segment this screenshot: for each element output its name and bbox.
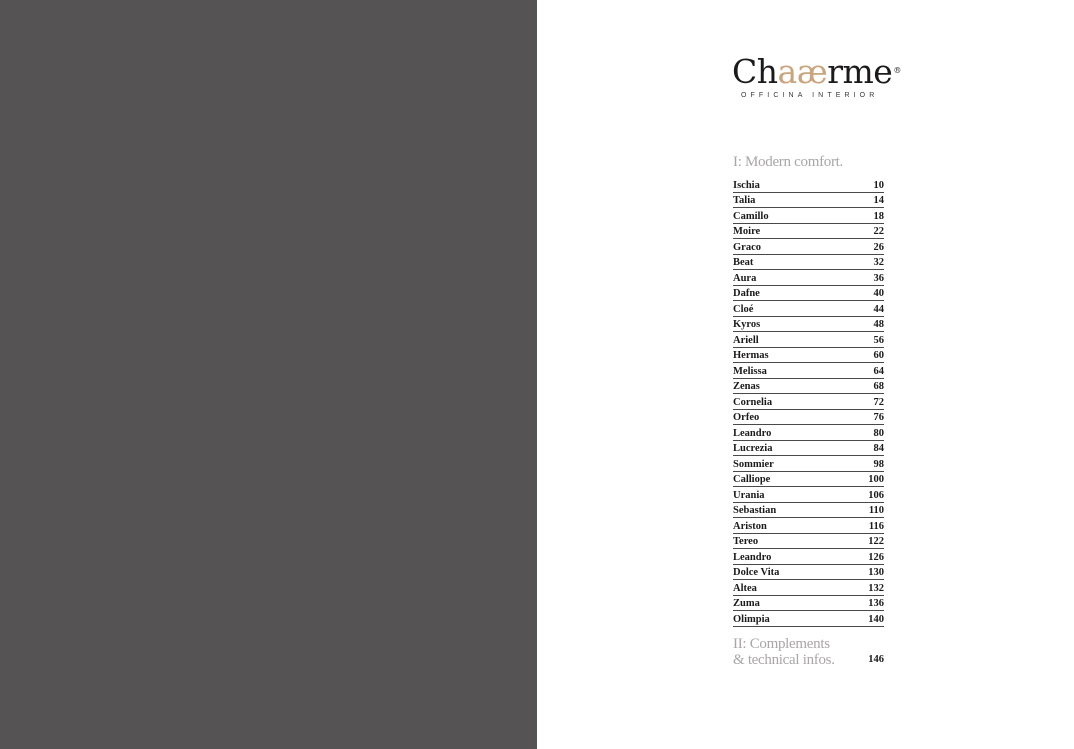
table-of-contents <box>733 177 884 627</box>
toc-entry[interactable] <box>733 332 884 348</box>
toc-entry-name: Leandro <box>733 551 772 563</box>
section-2-heading <box>733 636 835 668</box>
toc-entry-page: 10 <box>873 179 884 191</box>
toc-entry-name: Camillo <box>733 210 769 222</box>
toc-entry-page: 64 <box>873 365 884 377</box>
toc-entry[interactable] <box>733 549 884 565</box>
toc-entry[interactable] <box>733 270 884 286</box>
toc-entry[interactable] <box>733 239 884 255</box>
toc-entry[interactable] <box>733 177 884 193</box>
toc-entry-page: 130 <box>868 567 884 578</box>
toc-entry-name: Olimpia <box>733 613 770 625</box>
toc-entry[interactable] <box>733 596 884 612</box>
logo-tagline: OFFICINA INTERIOR <box>741 92 879 99</box>
toc-entry[interactable] <box>733 441 884 457</box>
toc-entry-name: Lucrezia <box>733 443 773 454</box>
toc-entry-page: 26 <box>873 241 884 253</box>
toc-entry-name: Beat <box>733 257 754 268</box>
toc-entry-name: Hermas <box>733 350 769 361</box>
toc-entry-page: 68 <box>873 381 884 392</box>
toc-entry-page: 48 <box>873 319 884 330</box>
section-2-heading-line1: II: Complements <box>733 636 830 652</box>
toc-entry[interactable] <box>733 379 884 395</box>
toc-entry[interactable] <box>733 503 884 519</box>
toc-entry-name: Ischia <box>733 179 760 191</box>
toc-entry-name: Dolce Vita <box>733 567 780 578</box>
toc-entry[interactable] <box>733 425 884 441</box>
toc-entry-name: Talia <box>733 195 756 206</box>
toc-entry-page: 56 <box>873 334 884 346</box>
toc-entry[interactable] <box>733 565 884 581</box>
toc-entry-name: Zenas <box>733 381 760 392</box>
toc-entry[interactable] <box>733 534 884 550</box>
toc-entry-page: 84 <box>873 443 884 454</box>
toc-entry-name: Sommier <box>733 458 774 470</box>
toc-entry[interactable] <box>733 518 884 534</box>
toc-entry-name: Ariell <box>733 334 759 346</box>
toc-entry-page: 76 <box>873 412 884 423</box>
section-1-heading: I: Modern comfort. <box>733 154 843 170</box>
toc-entry-name: Melissa <box>733 365 767 377</box>
toc-entry-page: 32 <box>873 257 884 268</box>
toc-entry-page: 40 <box>873 288 884 299</box>
logo-wordmark: Chaærme® <box>732 52 901 91</box>
toc-entry[interactable] <box>733 348 884 364</box>
toc-entry-name: Kyros <box>733 319 761 330</box>
section-2-page-number: 146 <box>868 654 884 665</box>
toc-entry-page: 36 <box>873 272 884 284</box>
toc-entry[interactable] <box>733 193 884 209</box>
toc-entry[interactable] <box>733 224 884 240</box>
toc-entry-page: 140 <box>868 613 884 625</box>
toc-entry-name: Cloé <box>733 303 754 315</box>
toc-entry-name: Zuma <box>733 598 760 609</box>
toc-entry-page: 44 <box>873 303 884 315</box>
toc-entry-page: 100 <box>868 474 884 485</box>
toc-entry-name: Tereo <box>733 536 759 547</box>
toc-entry-page: 72 <box>873 396 884 408</box>
toc-entry-page: 116 <box>868 520 884 532</box>
toc-entry[interactable] <box>733 286 884 302</box>
toc-entry-page: 122 <box>868 536 884 547</box>
toc-entry[interactable] <box>733 255 884 271</box>
toc-entry[interactable] <box>733 456 884 472</box>
toc-entry-name: Altea <box>733 582 757 594</box>
toc-entry-page: 126 <box>868 551 884 563</box>
toc-entry-name: Dafne <box>733 288 760 299</box>
toc-entry[interactable] <box>733 208 884 224</box>
toc-entry[interactable] <box>733 363 884 379</box>
toc-entry-page: 80 <box>873 427 884 439</box>
brand-logo <box>732 52 901 99</box>
toc-entry-name: Leandro <box>733 427 772 439</box>
toc-entry[interactable] <box>733 410 884 426</box>
toc-entry-page: 22 <box>873 226 884 237</box>
toc-entry-page: 60 <box>873 350 884 361</box>
toc-entry-page: 110 <box>868 505 884 516</box>
toc-entry[interactable] <box>733 472 884 488</box>
toc-entry[interactable] <box>733 317 884 333</box>
toc-entry-page: 136 <box>868 598 884 609</box>
toc-entry-name: Calliope <box>733 474 771 485</box>
logo-accent-letters: aæ <box>777 52 828 91</box>
toc-entry[interactable] <box>733 580 884 596</box>
toc-entry[interactable] <box>733 487 884 503</box>
section-2-heading-line2: & technical infos. <box>733 652 835 668</box>
toc-entry-name: Urania <box>733 489 765 501</box>
toc-entry-name: Graco <box>733 241 761 253</box>
toc-entry[interactable] <box>733 301 884 317</box>
toc-entry[interactable] <box>733 611 884 627</box>
registered-mark: ® <box>893 66 901 75</box>
toc-entry-name: Ariston <box>733 520 767 532</box>
toc-entry-page: 98 <box>873 458 884 470</box>
toc-entry-name: Cornelia <box>733 396 773 408</box>
toc-entry-page: 18 <box>873 210 884 222</box>
toc-entry[interactable] <box>733 394 884 410</box>
toc-entry-page: 132 <box>868 582 884 594</box>
toc-entry-name: Sebastian <box>733 505 777 516</box>
toc-entry-name: Aura <box>733 272 757 284</box>
toc-entry-page: 14 <box>873 195 884 206</box>
toc-entry-name: Moire <box>733 226 761 237</box>
toc-entry-page: 106 <box>868 489 884 501</box>
toc-entry-name: Orfeo <box>733 412 760 423</box>
